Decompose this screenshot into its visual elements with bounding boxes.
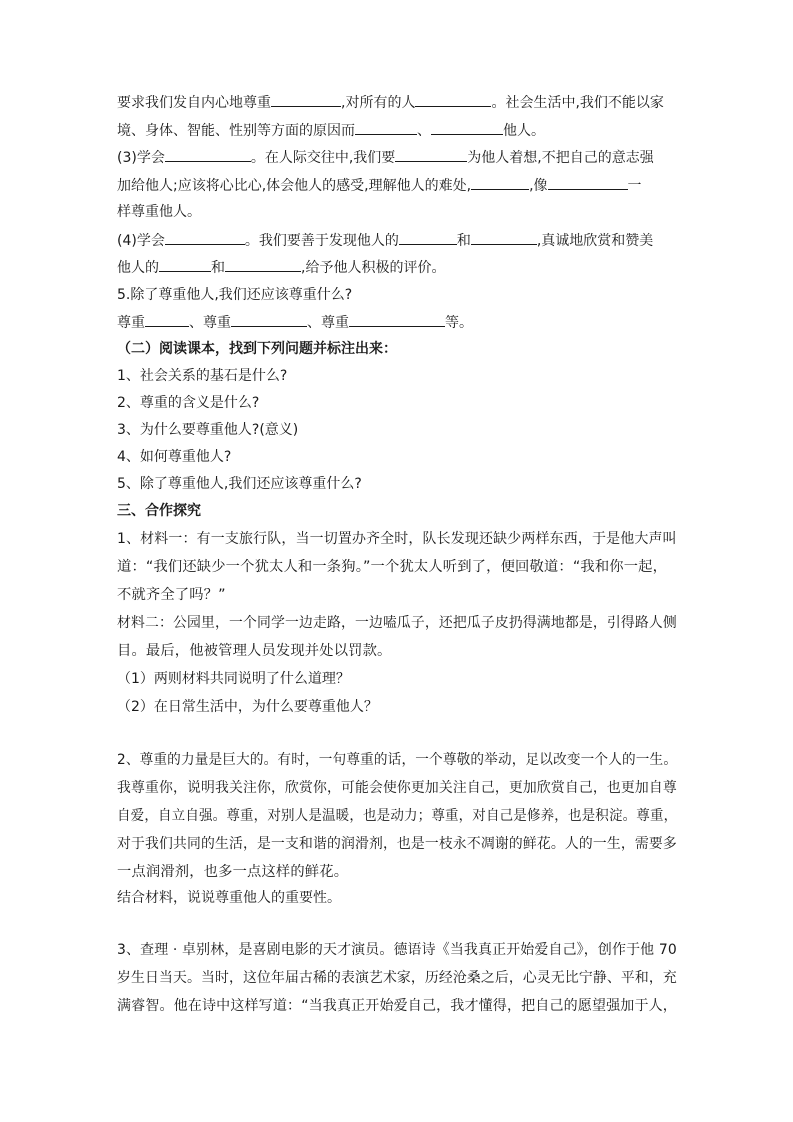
blank-field[interactable] — [471, 230, 537, 245]
material-four-line: 3、查理 · 卓别林，是喜剧电影的天才演员。德语诗《当我真正开始爱自己》，创作于他 70 — [117, 942, 677, 958]
text: 为他人着想,不把自己的意志强 — [467, 150, 654, 166]
material-three-line: 一点润滑剂，也多一点这样的鲜花。 — [117, 864, 349, 880]
blank-field[interactable] — [145, 312, 189, 327]
text: 和 — [456, 233, 471, 249]
blank-field[interactable] — [225, 257, 301, 272]
text: 、 — [417, 123, 431, 139]
blank-field[interactable] — [395, 147, 467, 162]
fill-line-7 — [117, 257, 445, 277]
blank-field[interactable] — [231, 312, 307, 327]
reading-heading: （二）阅读课本，找到下列问题并标注出来： — [117, 341, 397, 357]
reading-question: 5、除了尊重他人,我们还应该尊重什么? — [117, 476, 362, 492]
text: 5.除了尊重他人,我们还应该尊重什么? — [117, 287, 353, 303]
fill-line-5 — [117, 202, 201, 222]
blank-field[interactable] — [399, 230, 457, 245]
text: 一 — [627, 178, 642, 194]
material-three-question: 结合材料，说说尊重他人的重要性。 — [117, 890, 341, 906]
text: (3)学会 — [117, 150, 165, 166]
fill-line-3 — [117, 147, 654, 167]
text: ,真诚地欣赏和赞美 — [536, 233, 654, 249]
blank-field[interactable] — [165, 147, 251, 162]
text: 境、身体、智能、性别等方面的原因而 — [117, 123, 355, 139]
material-question: （2）在日常生活中，为什么要尊重他人？ — [117, 699, 378, 715]
blank-field[interactable] — [431, 120, 503, 135]
text: 样尊重他人。 — [117, 204, 201, 220]
blank-field[interactable] — [471, 175, 529, 190]
fill-line-6 — [117, 230, 653, 250]
text: ,给予他人积极的评价。 — [301, 260, 446, 276]
blank-field[interactable] — [415, 92, 491, 107]
text: 要求我们发自内心地尊重 — [117, 95, 271, 111]
text: 加给他人;应该将心比心,体会他人的感受,理解他人的难处, — [117, 178, 472, 194]
fill-line-2 — [117, 120, 545, 140]
text: ,对所有的人 — [341, 95, 416, 111]
material-question: （1）两则材料共同说明了什么道理？ — [117, 671, 350, 687]
material-one-line: 1、材料一：有一支旅行队，当一切置办齐全时，队长发现还缺少两样东西，于是他大声叫 — [117, 531, 677, 547]
blank-field[interactable] — [548, 175, 628, 190]
material-two-line: 目。最后，他被管理人员发现并处以罚款。 — [117, 643, 392, 659]
fill-line-8 — [117, 285, 352, 305]
fill-line-4 — [117, 175, 642, 195]
material-one-line: 不就齐全了吗？” — [117, 587, 226, 603]
fill-line-1 — [117, 92, 664, 112]
text: 。在人际交往中,我们要 — [250, 150, 396, 166]
text: (4)学会 — [117, 233, 165, 249]
text: ,像 — [529, 178, 548, 194]
text: 、尊重 — [307, 315, 349, 331]
reading-question: 2、尊重的含义是什么? — [117, 395, 260, 411]
inquiry-heading: 三、合作探究 — [117, 503, 201, 519]
material-three-line: 自爱，自立自强。尊重，对别人是温暖，也是动力；尊重，对自己是修养，也是积淀。尊重， — [117, 808, 678, 824]
blank-field[interactable] — [355, 120, 417, 135]
material-two-line: 材料二：公园里，一个同学一边走路，一边嗑瓜子，还把瓜子皮扔得满地都是，引得路人侧 — [117, 615, 677, 631]
material-four-line: 岁生日当天。当时，这位年届古稀的表演艺术家，历经沧桑之后，心灵无比宁静、平和，充 — [117, 970, 677, 986]
blank-field[interactable] — [165, 230, 245, 245]
material-three-line: 2、尊重的力量是巨大的。有时，一句尊重的话，一个尊敬的举动，足以改变一个人的一生。 — [117, 752, 678, 768]
blank-field[interactable] — [271, 92, 341, 107]
reading-question: 3、为什么要尊重他人?(意义) — [117, 422, 299, 438]
blank-field[interactable] — [349, 312, 445, 327]
text: 。我们要善于发现他人的 — [244, 233, 399, 249]
material-four-line: 满睿智。他在诗中这样写道：“当我真正开始爱自己，我才懂得，把自己的愿望强加于人， — [117, 998, 677, 1014]
text: 尊重 — [117, 315, 145, 331]
text: 。社会生活中,我们不能以家 — [491, 95, 664, 111]
text: 他人。 — [503, 123, 545, 139]
reading-question: 4、如何尊重他人? — [117, 449, 232, 465]
blank-field[interactable] — [159, 257, 211, 272]
text: 、尊重 — [189, 315, 231, 331]
text: 等。 — [445, 315, 473, 331]
material-one-line: 道：“我们还缺少一个犹太人和一条狗。”一个犹太人听到了，便回敬道：“我和你一起， — [117, 559, 668, 575]
reading-question: 1、社会关系的基石是什么? — [117, 368, 288, 384]
text: 和 — [211, 260, 225, 276]
material-three-line: 我尊重你，说明我关注你，欣赏你，可能会使你更加关注自己，更加欣赏自己，也更加自尊 — [117, 780, 677, 796]
text: 他人的 — [117, 260, 159, 276]
material-three-line: 对于我们共同的生活，是一支和谐的润滑剂，也是一枝永不凋谢的鲜花。人的一生，需要多 — [117, 836, 677, 852]
fill-line-9 — [117, 312, 473, 332]
